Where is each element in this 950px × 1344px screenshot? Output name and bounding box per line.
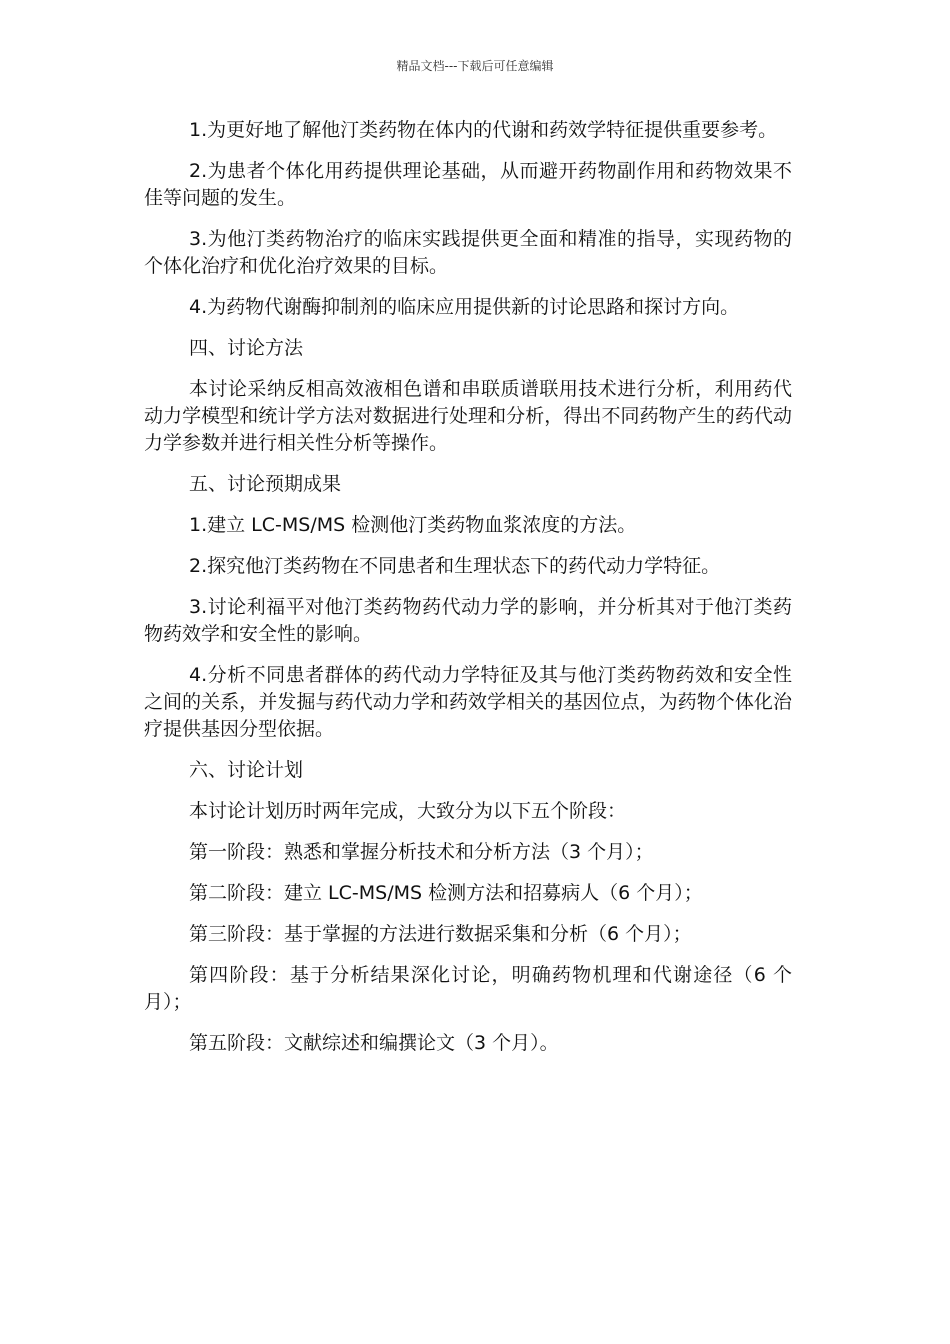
- section-heading-expected-results: 五、讨论预期成果: [189, 473, 342, 495]
- plan-intro-paragraph: 本讨论计划历时两年完成，大致分为以下五个阶段：: [189, 800, 627, 822]
- plan-stage-4: 第四阶段：基于分析结果深化讨论，明确药物机理和代谢途径（6 个月）；: [144, 964, 792, 1013]
- plan-stage-1: 第一阶段：熟悉和掌握分析技术和分析方法（3 个月）；: [189, 841, 654, 863]
- page-header: 精品文档---下载后可任意编辑: [396, 59, 554, 73]
- plan-stage-2: 第二阶段：建立 LC-MS/MS 检测方法和招募病人（6 个月）；: [189, 882, 703, 904]
- list-item-significance-4: 4.为药物代谢酶抑制剂的临床应用提供新的讨论思路和探讨方向。: [189, 296, 740, 318]
- list-item-significance-2: 2.为患者个体化用药提供理论基础，从而避开药物副作用和药物效果不佳等问题的发生。: [144, 160, 792, 209]
- document-body: [144, 117, 792, 1071]
- list-item-result-3: 3.讨论利福平对他汀类药物药代动力学的影响，并分析其对于他汀类药物药效学和安全性的影响。: [144, 596, 792, 645]
- plan-stage-5: 第五阶段：文献综述和编撰论文（3 个月）。: [189, 1032, 559, 1054]
- list-item-result-1: 1.建立 LC-MS/MS 检测他汀类药物血浆浓度的方法。: [189, 514, 637, 536]
- methods-paragraph: 本讨论采纳反相高效液相色谱和串联质谱联用技术进行分析，利用药代动力学模型和统计学方法对数据进行处理和分析，得出不同药物产生的药代动力学参数并进行相关性分析等操作。: [144, 378, 792, 454]
- plan-stage-3: 第三阶段：基于掌握的方法进行数据采集和分析（6 个月）；: [189, 923, 692, 945]
- list-item-significance-3: 3.为他汀类药物治疗的临床实践提供更全面和精准的指导，实现药物的个体化治疗和优化治疗效果的目标。: [144, 228, 792, 277]
- list-item-result-4: 4.分析不同患者群体的药代动力学特征及其与他汀类药物药效和安全性之间的关系，并发掘与药代动力学和药效学相关的基因位点，为药物个体化治疗提供基因分型依据。: [144, 664, 792, 740]
- list-item-significance-1: 1.为更好地了解他汀类药物在体内的代谢和药效学特征提供重要参考。: [189, 119, 778, 141]
- list-item-result-2: 2.探究他汀类药物在不同患者和生理状态下的药代动力学特征。: [189, 555, 721, 577]
- section-heading-plan: 六、讨论计划: [189, 759, 304, 781]
- section-heading-methods: 四、讨论方法: [189, 337, 304, 359]
